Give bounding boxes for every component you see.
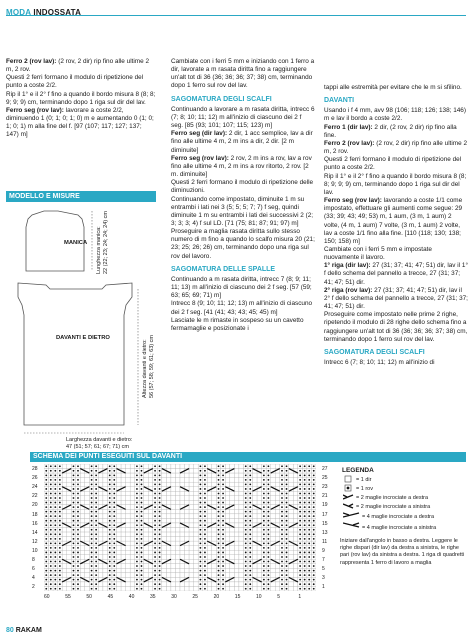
davanti-label: DAVANTI E DIETRO: [56, 335, 110, 341]
row-label: 15: [322, 520, 328, 527]
row-label: 24: [32, 484, 38, 491]
col3-text: Intrecc 6 (7; 8; 10; 11; 12) m all'inizio di: [324, 359, 435, 366]
col1-text: Rip il 1° e il 2° f fino a quando il bordo misura 8 (8; 8; 9; 9; 9) cm, terminando dopo 1 riga sul dir del lav.: [6, 90, 156, 106]
col3-paragraph: [324, 246, 468, 262]
row-label: 18: [32, 511, 38, 518]
col3-step-label: 2° riga (rov lav):: [324, 286, 373, 294]
col2-text: Cambiate con i ferri 5 mm e iniziando con 1 ferro a dir, lavorate a m rasata diritta fino a raggiungere un'alt tot di 36 (36; 36; 36; 37; 38) cm, terminando dopo 1 ferro sul rov del lav.: [171, 58, 315, 90]
col2-text: Lasciate le m rimaste in sospeso su un cavetto fermamaglie e posizionate i: [171, 316, 304, 332]
row-label: 27: [322, 466, 328, 472]
col3-step-label: Ferro seg (rov lav):: [324, 197, 382, 205]
col3-text: Usando i f 4 mm, avv 98 (106; 118; 126; 138; 146) m e lav il bordo a coste 2/2.: [324, 107, 466, 123]
col-label: 5: [277, 594, 280, 600]
col3-text: Cambiate con i ferri 5 mm e impostate nuovamente il lavoro.: [324, 245, 432, 262]
col-label: 20: [213, 594, 220, 600]
row-label: 25: [322, 475, 328, 482]
col-label: 25: [192, 594, 198, 600]
col2-text: Continuando come impostato, diminuite 1 m su entrambi i lati nei 3 (5; 5; 5; 7; 7) f seg, quindi diminuite 1 m su entrambi i lati dei successivi 2 (2; 3; 3; 3; 4) f sul LD. [71 (75; 81; 87; 91; 97) m]: [171, 195, 314, 227]
col2-paragraph: [171, 228, 315, 261]
col1-paragraph: [6, 91, 156, 107]
column-2: [171, 58, 315, 333]
col1-step-label: Ferro seg (rov lav):: [6, 106, 64, 114]
col2-text: 2 rov, 2 m ins a rov, lav a rov fino alle ultime 4 m, 2 m ins a rov ritorto, 2 rov. [2 m. diminuite]: [171, 154, 312, 179]
col2-paragraph: [171, 300, 315, 316]
row-label: 2: [32, 584, 35, 591]
legend-item: = 4 maglie incrociate a destra: [362, 514, 434, 520]
row-label: 9: [322, 547, 325, 554]
col3-step-label: 1° riga (dir lav):: [324, 262, 371, 270]
knit-icon: [345, 476, 351, 482]
col2-heading: SAGOMATURA DEGLI SCALFI: [171, 95, 272, 103]
legend-title: LEGENDA: [342, 467, 374, 474]
col3-text: 27 (31; 37; 41; 47; 51) dir, lav il 2° f dello schema del pannello a trecce, 27 (31; 37; 41; 47; 51) dir.: [324, 286, 468, 311]
col3-text: (2 rov, 2 dir) rip fino alle ultime 2 m, 2 rov.: [324, 139, 468, 156]
col3-paragraph: [324, 197, 468, 246]
col3-paragraph: [324, 107, 468, 123]
row-label: 7: [322, 557, 325, 563]
col-label: 55: [65, 594, 71, 600]
legend-item: = 1 dir: [356, 477, 372, 483]
col3-heading: SAGOMATURA DEGLI SCALFI: [324, 348, 425, 356]
legend-item: = 4 maglie incrociate a sinistra: [362, 525, 437, 531]
legend-item: = 2 maglie incrociate a sinistra: [356, 504, 431, 510]
row-label: 14: [32, 529, 38, 536]
col3-paragraph: [324, 173, 468, 197]
footer-brand: RAKAM: [15, 627, 42, 634]
row-label: 26: [32, 475, 38, 482]
header-rule: [6, 15, 466, 16]
col1-paragraph: [6, 74, 156, 90]
col2-paragraph: [171, 196, 315, 229]
row-label: 16: [32, 520, 38, 527]
col-label: 40: [128, 594, 135, 600]
col2-paragraph: [171, 179, 315, 195]
col-label: 15: [234, 594, 241, 600]
col3-text: Proseguire come impostato nelle prime 2 righe, ripetendo il modulo di 28 righe dello schema fino a raggiungere un'alt tot di 36 (36; 36; 36; 37; 38) cm, terminando dopo 1 ferro sul rov del lav.: [324, 311, 468, 343]
row-label: 21: [322, 493, 328, 500]
column-1: [6, 58, 156, 140]
col-label: 45: [107, 594, 114, 600]
col3-top: tappi alle estremità per evitare che le m si sfilino.: [324, 84, 462, 91]
col1-paragraph: [6, 107, 156, 140]
col3-text: Questi 2 ferri formano il modulo di ripetizione del punto a coste 2/2.: [324, 156, 462, 172]
col-label: 50: [86, 594, 92, 600]
col2-paragraph: [171, 155, 315, 179]
col3-heading: DAVANTI: [324, 97, 355, 105]
col3-step-label: Ferro 2 (rov lav):: [324, 139, 375, 147]
row-label: 11: [322, 538, 328, 545]
row-label: 6: [32, 566, 35, 573]
legend-item: = 2 maglie incrociate a destra: [356, 495, 428, 501]
col2-step-label: Ferro seg (dir lav):: [171, 130, 228, 138]
col2-step-label: Ferro seg (rov lav):: [171, 154, 229, 162]
stitch-chart: [44, 464, 316, 591]
col1-text: (2 rov, 2 dir) rip fino alle ultime 2 m, 2 rov.: [6, 58, 150, 74]
col1-text: lavorare a coste 2/2, diminuendo 1 (0; 1; 0; 1; 0) m e aumentando 0 (1; 0; 1; 0; 1) m alla fine del f. [97 (107; 117; 127; 137; 147) m]: [6, 106, 154, 139]
col1-paragraph: [6, 58, 156, 74]
col-label: 30: [171, 594, 177, 600]
row-label: 12: [32, 538, 38, 545]
col3-paragraph: [324, 156, 468, 172]
legend-item: = 1 rov: [356, 486, 373, 492]
col2-text: Continuando a m rasata diritta, intrecc 7 (8; 9; 11; 11; 13) m all'inizio di ciascuno dei 2 f seg. [57 (59; 63; 65; 69; 71) m]: [171, 275, 312, 300]
page-header: [6, 2, 466, 16]
row-label: 19: [322, 502, 328, 509]
col3-text: lavorando a coste 1/1 come impostato, effettuare gli aumenti come segue: 29 (33; 39; 43; 49; 53) m, 1 aum, (3 m, 1 aum) 2 volte, (4 m, 1 aum) 7 volte, (3 m, 1 aum) 2 volte, lav a coste 1/1 fino alla fine. [110 (118; 130; 138; 150; 158) m]: [324, 197, 463, 245]
page-number: 80: [6, 627, 14, 634]
body-shape: [18, 283, 132, 425]
row-label: 4: [32, 575, 35, 582]
col-label: 1: [298, 594, 302, 600]
col3-paragraph: [324, 262, 468, 286]
row-label: 28: [32, 466, 38, 472]
row-label: 3: [322, 575, 325, 582]
col2-paragraph: [171, 130, 315, 154]
row-label: 17: [322, 511, 328, 518]
col3-step-label: Ferro 1 (dir lav):: [324, 123, 373, 131]
col3-paragraph: [324, 359, 468, 367]
row-label: 13: [322, 529, 328, 536]
col-label: 10: [256, 594, 262, 600]
col2-text: Questi 2 ferri formano il modulo di ripetizione delle diminuzioni.: [171, 179, 314, 195]
col2-paragraph: [171, 317, 315, 333]
row-label: 23: [322, 484, 328, 491]
col2-paragraph: [171, 58, 315, 91]
column-3: [324, 84, 468, 367]
modello-title: MODELLO E MISURE: [6, 191, 156, 202]
col3-paragraph: [324, 287, 468, 311]
col2-text: 2 dir, 1 acc semplice, lav a dir fino alle ultime 4 m, 2 m ins a dir, 2 dir. [2 m diminuite]: [171, 130, 313, 154]
col3-text: 27 (31; 37; 41; 47; 51) dir, lav il 1° f dello schema del pannello a trecce, 27 (31; 37; 41; 47; 51) dir.: [324, 262, 469, 286]
row-label: 10: [32, 547, 38, 554]
sleeve-length-dim: Lunghezza manica: 22 (22; 23; 24; 24; 24) cm: [96, 211, 109, 274]
width-dim: Larghezza davanti e dietro: 47 (51; 57; 61; 67; 71) cm: [66, 437, 133, 450]
col-label: 35: [150, 594, 156, 600]
col3-paragraph: [324, 124, 468, 140]
col2-text: Proseguire a maglia rasata diritta sullo stesso numero di m fino a quando lo scalfo misura 20 (21; 23; 25; 26; 26) cm, terminando dopo una riga sul rov del lavoro.: [171, 228, 315, 260]
legend-note: Iniziare dall'angolo in basso a destra. Leggere le righe dispari (dir lav) da destra a sinistra, le righe pari (rov lav) da sinistra a destra. 1 riga di quadretti rappresenta 1 ferro di lavoro a maglia: [340, 538, 465, 566]
col2-text: Continuando a lavorare a m rasata diritta, intrecc 6 (7; 8; 10; 11; 12) m all'inizio di ciascuno dei 2 f seg. [85 (93; 101; 107; 115; 123) m]: [171, 105, 315, 130]
col3-paragraph: [324, 311, 468, 344]
schema-title: SCHEMA DEI PUNTI ESEGUITI SUL DAVANTI: [30, 452, 466, 462]
col2-text: Intrecc 8 (9; 10; 11; 12; 13) m all'inizio di ciascuno dei 2 f seg. [41 (41; 43; 43; 45; 45) m]: [171, 300, 313, 316]
col2-heading: SAGOMATURA DELLE SPALLE: [171, 265, 276, 273]
col3-text: 2 dir, (2 rov, 2 dir) rip fino alla fine.: [324, 123, 457, 139]
row-label: 22: [32, 493, 38, 500]
height-dim: Altezza davanti e dietro: 56 (57; 58; 59; 61; 63) cm: [142, 335, 155, 398]
manica-label: MANICA: [64, 240, 88, 246]
col2-paragraph: [171, 276, 315, 300]
col3-text: Rip il 1° e il 2° f fino a quando il bordo misura 8 (8; 8; 9; 9; 9) cm, terminando dopo 1 riga sul dir del lav.: [324, 172, 467, 196]
col1-step-label: Ferro 2 (rov lav):: [6, 58, 57, 65]
col3-paragraph: [324, 140, 468, 156]
row-label: 8: [32, 557, 35, 563]
row-label: 5: [322, 566, 325, 573]
page-footer: [6, 627, 42, 634]
col2-paragraph: [171, 106, 315, 130]
col-label: 60: [44, 594, 50, 600]
col1-text: Questi 2 ferri formano il modulo di ripetizione del punto a coste 2/2.: [6, 74, 144, 90]
row-label: 20: [32, 502, 38, 509]
section-brand: MODA INDOSSATA: [6, 8, 82, 17]
row-label: 1: [322, 584, 325, 591]
